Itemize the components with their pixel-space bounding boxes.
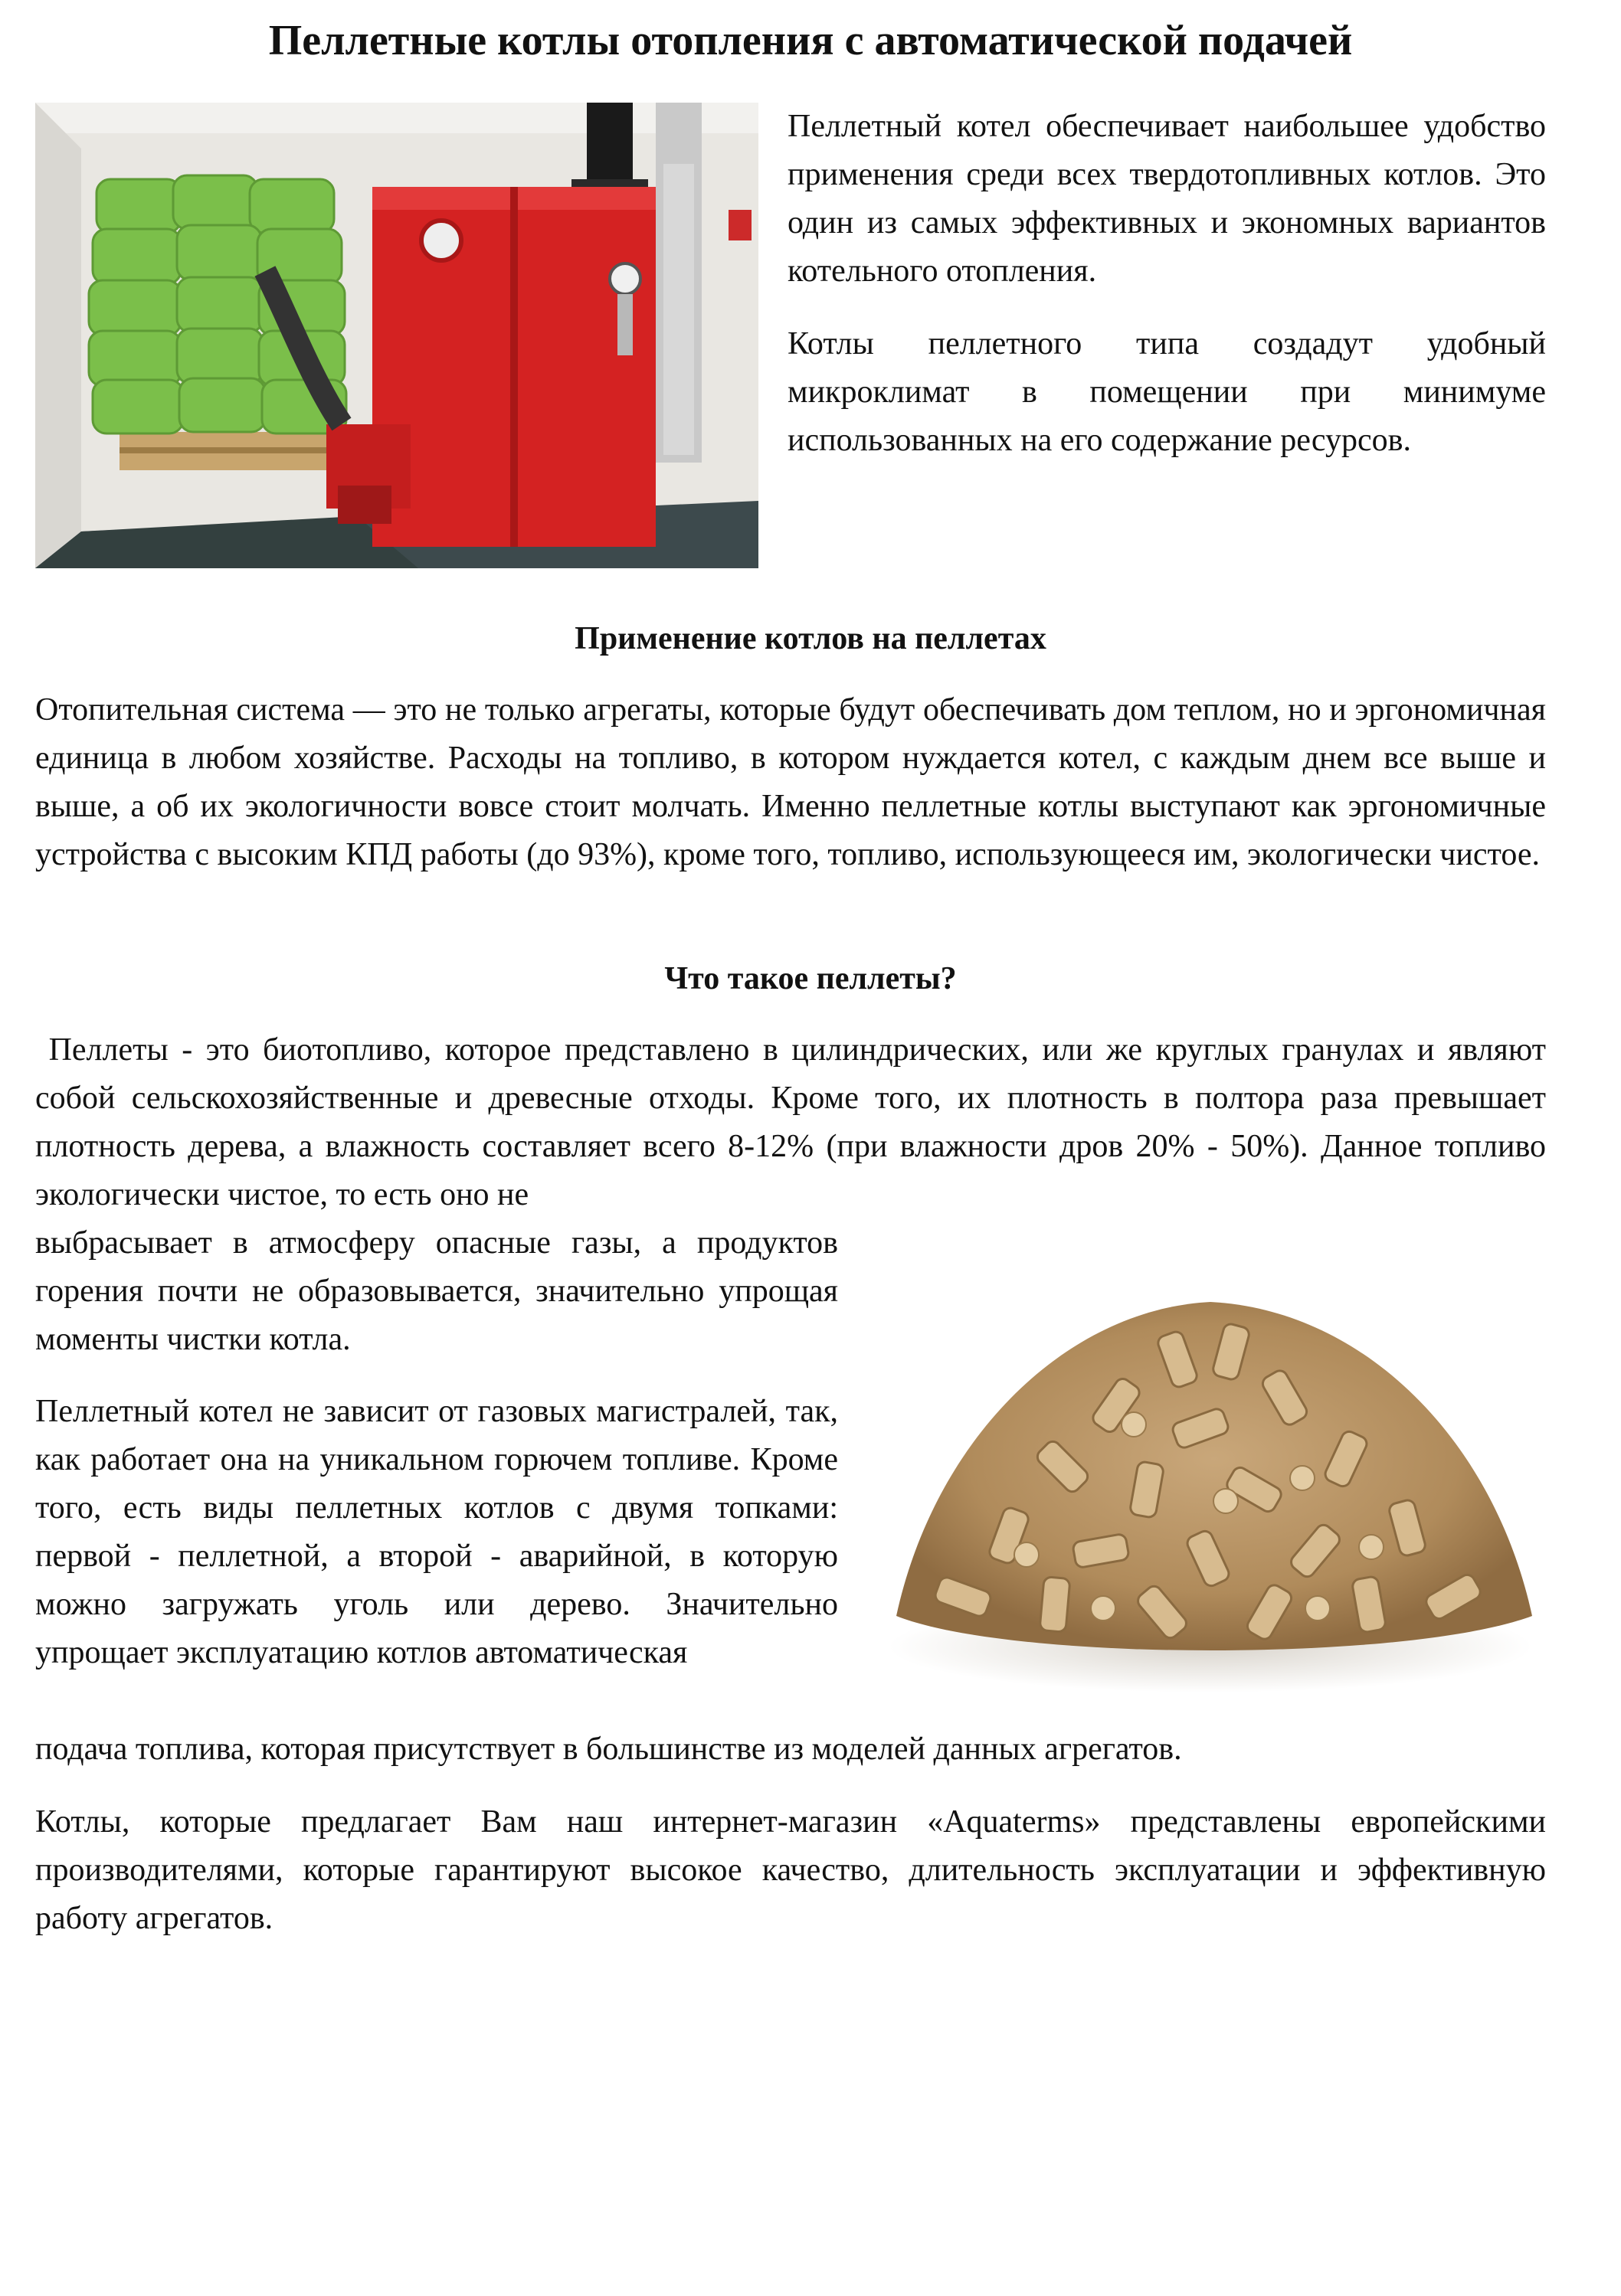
pellets-paragraph-1-narrow bbox=[35, 1219, 838, 1364]
intro-paragraph-1: Пеллетный котел обеспечивает наибольшее удобство применения среди всех твердотопливных котлов. Это один из самых эффективных и экономных вариантов котельного отопления. bbox=[788, 109, 1546, 289]
section-application-body bbox=[35, 686, 1546, 879]
pellets-paragraph-3: Котлы, которые предлагает Вам наш интернет-магазин «Aquaterms» представлены европейскими производителями, которые гарантируют высокое качество, длительность эксплуатации и эффективную работу агрегатов. bbox=[35, 1804, 1546, 1936]
section-heading-application: Применение котлов на пеллетах bbox=[575, 621, 1046, 656]
pellets-paragraph-2-start: Пеллетный котел не зависит от газовых магистралей, так, как работает она на уникальном горючем топливе. Кроме того, есть виды пеллетных котлов с двумя топками: первой - пеллетной, а второй - аварийной, в которую можно загружать уголь или дерево. Значительно упрощает эксплуатацию котлов автоматическая bbox=[35, 1394, 838, 1670]
pellets-paragraph-1-wide bbox=[35, 1026, 1554, 1219]
section-heading-what-are-pellets: Что такое пеллеты? bbox=[664, 961, 957, 996]
wood-pellets-photo bbox=[873, 1248, 1547, 1708]
pellets-paragraph-1-end: выбрасывает в атмосферу опасные газы, а продуктов горения почти не образовывается, значительно упрощая моменты чистки котла. bbox=[35, 1225, 838, 1357]
pellets-paragraph-2-end: подача топлива, которая присутствует в большинстве из моделей данных агрегатов. bbox=[35, 1732, 1182, 1767]
pellets-paragraph-3-block bbox=[35, 1798, 1546, 1943]
page-title: Пеллетные котлы отопления с автоматической подачей bbox=[268, 17, 1353, 64]
pellets-paragraph-1-start: Пеллеты - это биотопливо, которое представлено в цилиндрических, или же круглых гранулах и являют собой сельскохозяйственные и древесные отходы. Кроме того, их плотность в полтора раза превышает плотность дерева, а влажность составляет всего 8-12% (при влажности дров 20% - 50%). Данное топливо экологически чистое, то есть оно не bbox=[35, 1032, 1554, 1212]
pellets-paragraph-2-narrow bbox=[35, 1388, 838, 1677]
intro-text bbox=[788, 103, 1546, 465]
intro-paragraph-2: Котлы пеллетного типа создадут удобный микроклимат в помещении при минимуме использованных на его содержание ресурсов. bbox=[788, 326, 1546, 458]
boiler-room-photo bbox=[35, 103, 758, 568]
application-paragraph: Отопительная система — это не только агрегаты, которые будут обеспечивать дом теплом, но и эргономичная единица в любом хозяйстве. Расходы на топливо, в котором нуждается котел, с каждым днем все выше и выше, а об их экологичности вовсе стоит молчать. Именно пеллетные котлы выступают как эргономичные устройства с высоким КПД работы (до 93%), кроме того, топливо, использующееся им, экологически чистое. bbox=[35, 692, 1546, 872]
